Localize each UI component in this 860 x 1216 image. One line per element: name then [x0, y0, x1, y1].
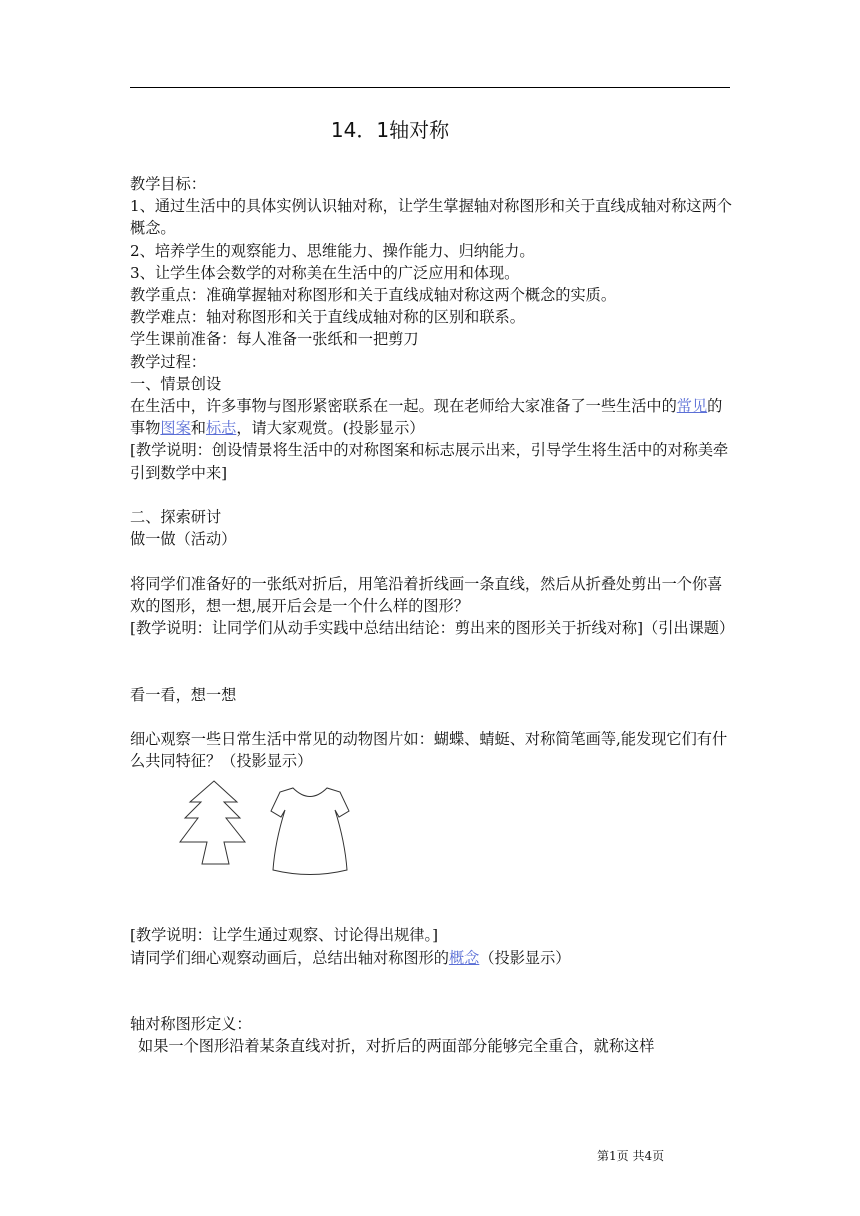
text-span: （投影显示）: [479, 948, 571, 967]
dress-icon: [271, 788, 349, 875]
paragraph: 看一看，想一想: [130, 685, 237, 704]
document-body: [130, 173, 733, 1058]
paragraph: 3、让学生体会数学的对称美在生活中的广泛应用和体现。: [130, 263, 520, 282]
paragraph: 教学目标：: [130, 175, 206, 193]
blank-line: [130, 969, 733, 991]
blank-line: [130, 706, 733, 728]
paragraph: 将同学们准备好的一张纸对折后，用笔沿着折线画一条直线，然后从折叠处剪出一个你喜欢的图形，想一想,展开后会是一个什么样的图形？: [130, 574, 723, 615]
text-span: 和: [190, 419, 206, 438]
paragraph: 教学难点：轴对称图形和关于直线成轴对称的区别和联系。: [130, 308, 525, 327]
text-span: 在生活中，许多事物与图形紧密联系在一起。现在老师给大家准备了一些生活中的: [130, 397, 677, 416]
text-span: 请同学们细心观察动画后，总结出轴对称图形的: [130, 948, 449, 967]
link-common[interactable]: 常见: [676, 397, 708, 416]
link-pattern[interactable]: 图案: [160, 419, 191, 438]
page-title: 14．1轴对称: [330, 118, 450, 142]
paragraph: 教学过程：: [130, 352, 206, 371]
blank-line: [130, 484, 733, 506]
blank-line: [130, 550, 733, 572]
text-span: 的事物: [130, 397, 723, 438]
teaching-note: [教学说明：创设情景将生活中的对称图案和标志展示出来，引导学生将生活中的对称美牵引到数学中来]: [130, 441, 729, 482]
link-concept[interactable]: 概念: [448, 948, 480, 967]
paragraph: 如果一个图形沿着某条直线对折，对折后的两面部分能够完全重合，就称这样: [138, 1037, 655, 1056]
figure-area: [130, 772, 733, 924]
blank-line: [130, 661, 733, 683]
page-footer: 第1页 共4页: [597, 1149, 665, 1163]
paragraph: 1、通过生活中的具体实例认识轴对称，让学生掌握轴对称图形和关于直线成轴对称这两个概念。: [130, 197, 732, 238]
section-heading: 一、情景创设: [130, 374, 222, 393]
symmetric-figures: [150, 772, 410, 892]
section-heading: 轴对称图形定义：: [130, 1015, 252, 1034]
paragraph: 2、培养学生的观察能力、思维能力、操作能力、归纳能力。: [130, 241, 535, 260]
paragraph: 做一做（活动）: [130, 530, 237, 549]
section-heading: 二、探索研讨: [130, 508, 222, 527]
text-span: ，请大家观赏。(投影显示）: [236, 419, 425, 438]
teaching-note: [教学说明：让学生通过观察、讨论得出规律。]: [130, 926, 439, 945]
paragraph: 教学重点：准确掌握轴对称图形和关于直线成轴对称这两个概念的实质。: [130, 286, 616, 305]
paragraph: [130, 395, 733, 439]
paragraph: 细心观察一些日常生活中常见的动物图片如：蝴蝶、蜻蜓、对称简笔画等,能发现它们有什么共同特征？（投影显示）: [130, 730, 728, 771]
blank-line: [130, 991, 733, 1013]
teaching-note: [教学说明：让同学们从动手实践中总结出结论：剪出来的图形关于折线对称]（引出课题）: [130, 619, 735, 638]
blank-line: [130, 639, 733, 661]
link-logo[interactable]: 标志: [205, 419, 237, 438]
header-rule: [130, 87, 730, 88]
paragraph: [130, 947, 733, 969]
tree-icon: [180, 781, 245, 864]
paragraph: 学生课前准备：每人准备一张纸和一把剪刀: [130, 330, 419, 349]
